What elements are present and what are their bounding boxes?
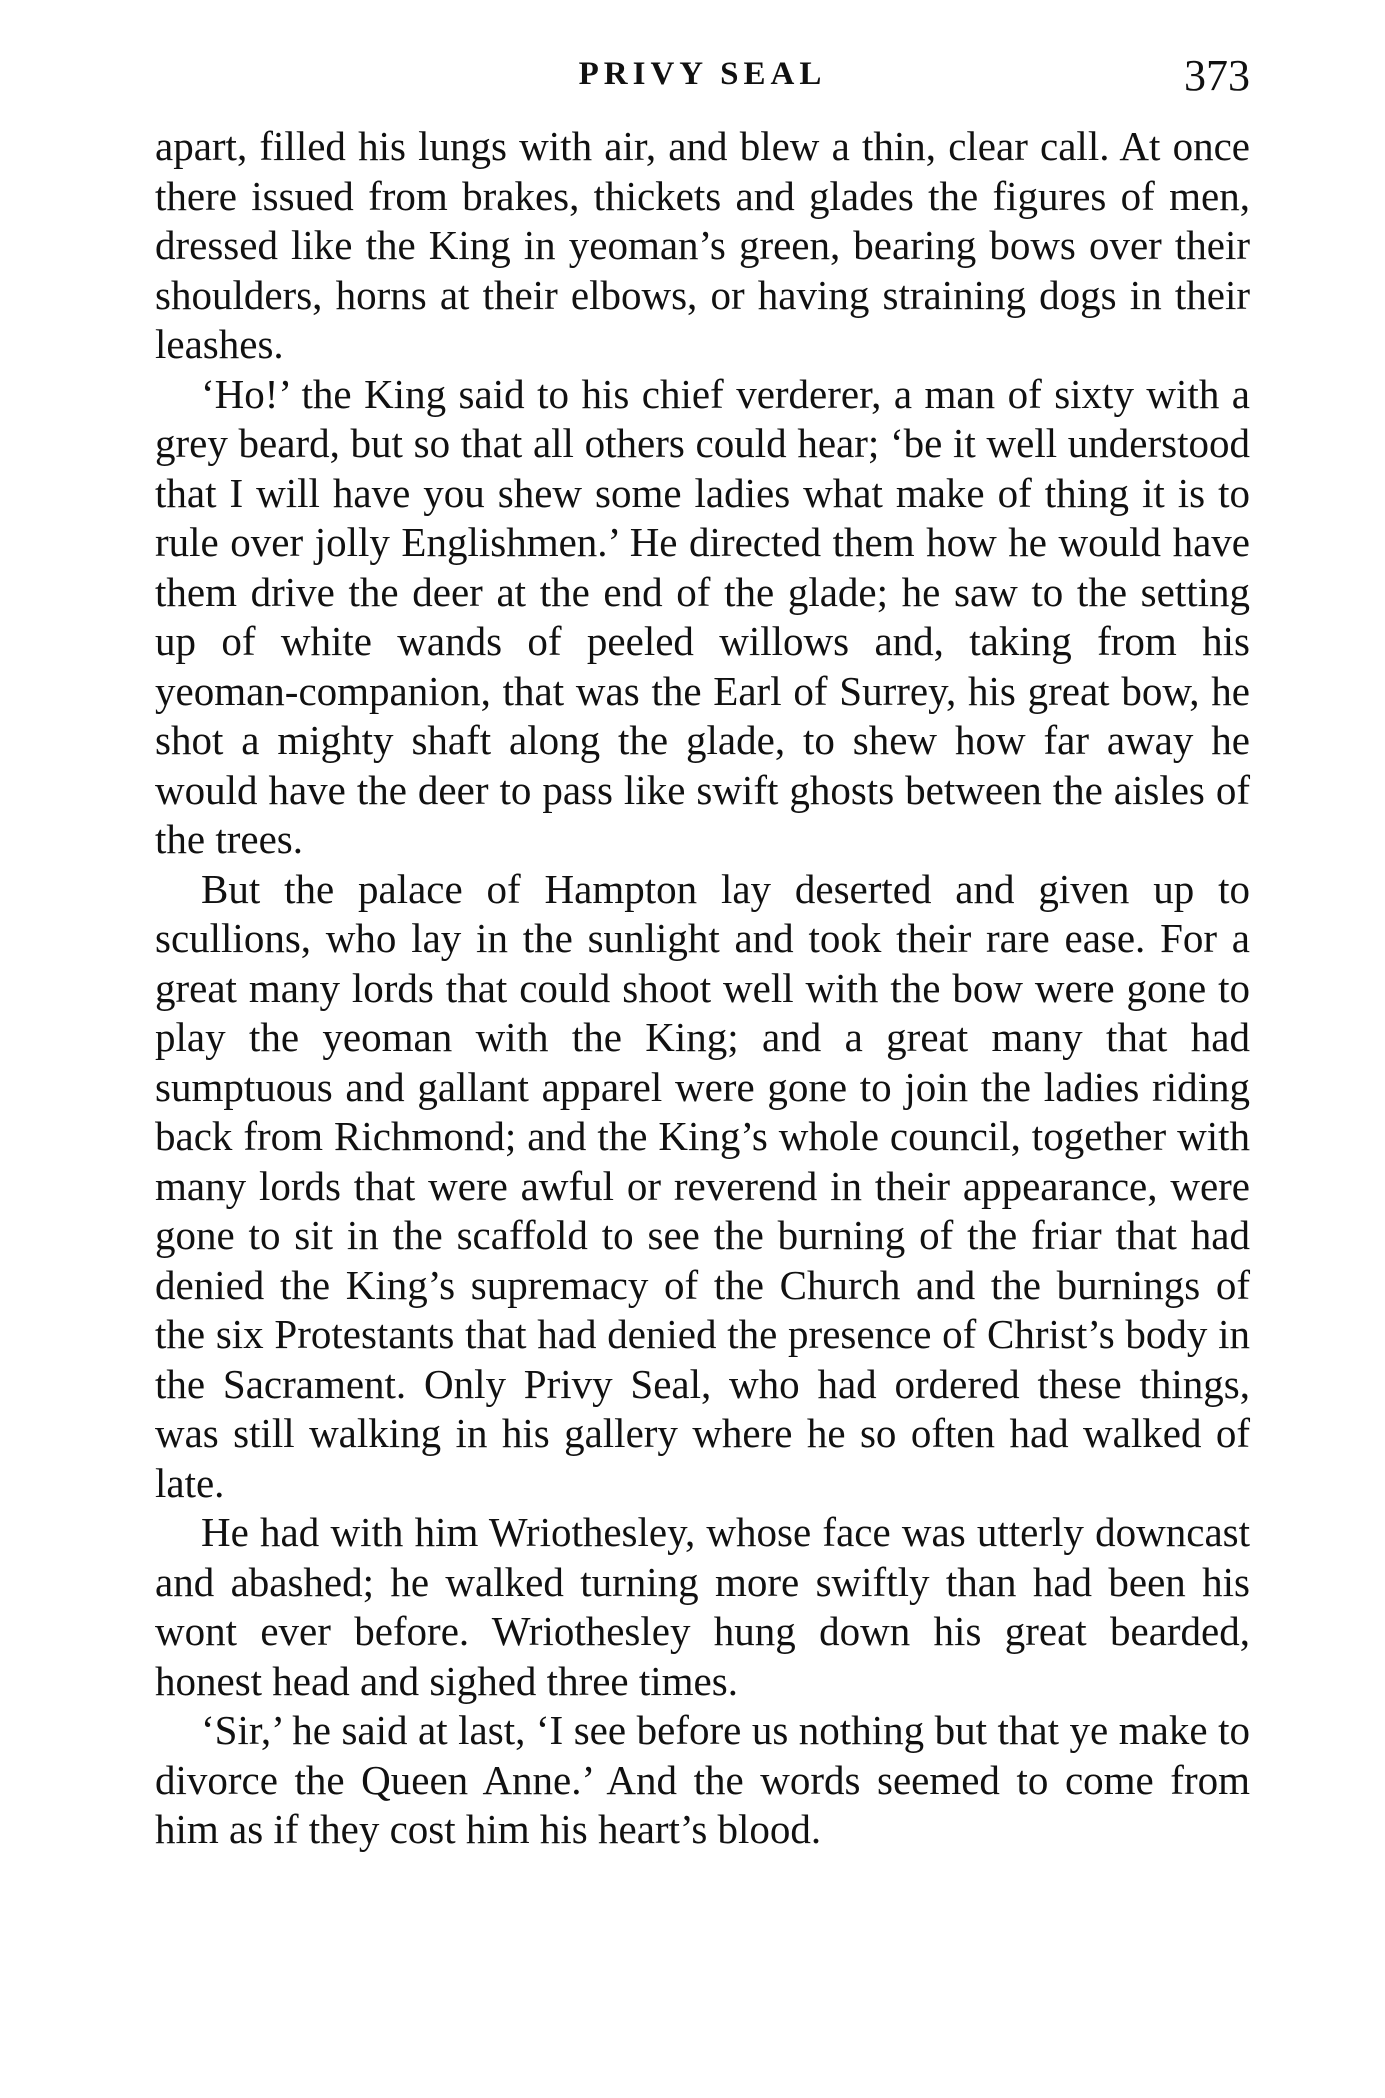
paragraph: apart, filled his lungs with air, and blew a thin, clear call. At once there issued from brakes, thickets and glades the figures of men, dressed like the King in yeoman’s green, bearing bows over their shoulders, horns at their elbows, or having straining dogs in their leashes. [155,123,1250,367]
paragraph: ‘Sir,’ he said at last, ‘I see before us nothing but that ye make to divorce the Queen Anne.’ And the words seemed to come from him as if they cost him his heart’s blood. [155,1707,1250,1852]
paragraph: He had with him Wriothesley, whose face was utterly downcast and abashed; he walked turning more swiftly than had been his wont ever before. Wriothesley hung down his great bearded, honest head and sighed three times. [155,1509,1250,1704]
paragraph: But the palace of Hampton lay deserted and given up to scullions, who lay in the sunlight and took their rare ease. For a great many lords that could shoot well with the bow were gone to play the yeoman with the King; and a great many that had sumptuous and gallant apparel were gone to join the ladies riding back from Richmond; and the King’s whole council, together with many lords that were awful or reverend in their appearance, were gone to sit in the scaffold to see the burning of the friar that had denied the King’s supremacy of the Church and the burnings of the six Protestants that had denied the presence of Christ’s body in the Sacrament. Only Privy Seal, who had ordered these things, was still walking in his gallery where he so often had walked of late. [155,865,1250,1506]
page-number: 373 [1184,51,1250,100]
running-head [155,50,1250,110]
header-title: PRIVY SEAL [578,56,827,92]
paragraph: ‘Ho!’ the King said to his chief verderer, a man of sixty with a grey beard, but so that all others could hear; ‘be it well understood that I will have you shew some ladies what make of thing it is to rule over jolly Englishmen.’ He directed them how he would have them drive the deer at the end of the glade; he saw to the setting up of white wands of peeled willows and, taking from his yeoman-companion, that was the Earl of Surrey, his great bow, he shot a mighty shaft along the glade, to shew how far away he would have the deer to pass like swift ghosts between the aisles of the trees. [155,370,1250,862]
body-text [155,122,1250,1855]
